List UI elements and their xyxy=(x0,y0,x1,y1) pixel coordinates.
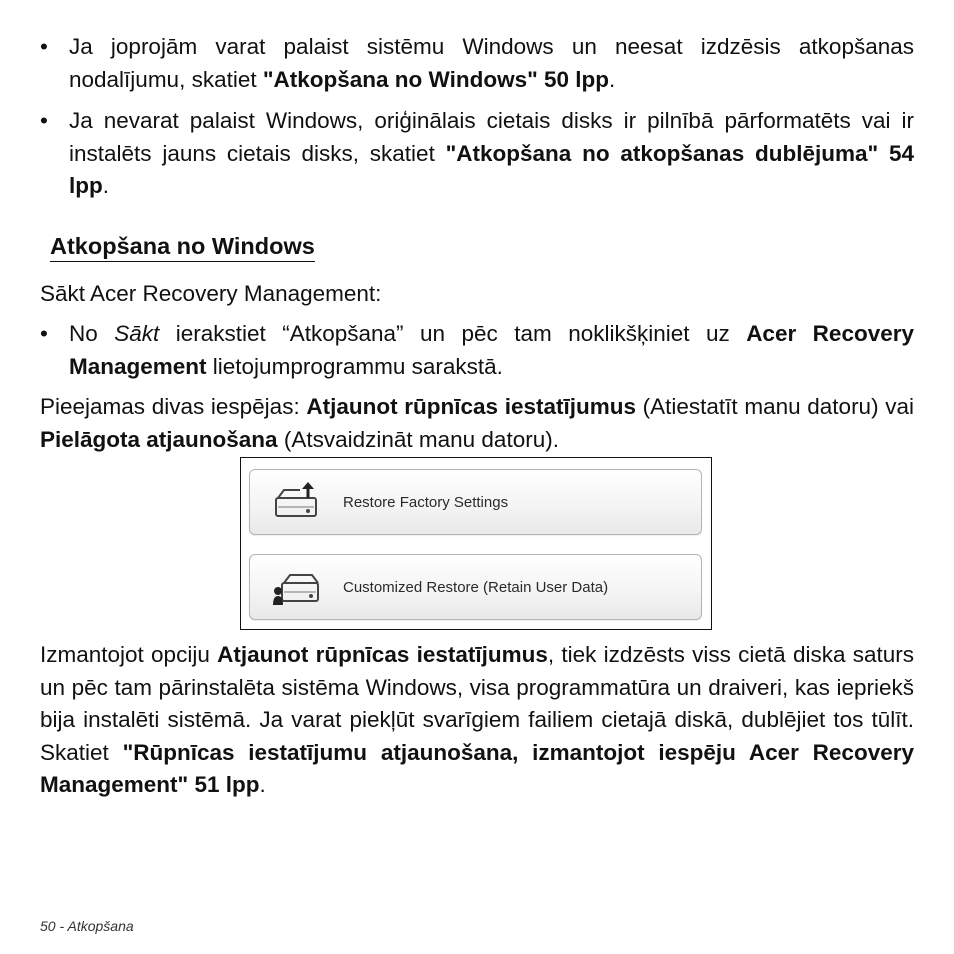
bullet-dot: • xyxy=(40,34,48,59)
restore-factory-settings-button[interactable] xyxy=(249,469,702,535)
cross-reference: "Atkopšana no Windows" 50 lpp xyxy=(262,66,610,92)
bullet-list-top xyxy=(40,31,914,203)
closing-paragraph-block xyxy=(40,639,914,802)
bullet-dot: • xyxy=(40,108,48,133)
intro-text: Sākt Acer Recovery Management: xyxy=(40,280,382,306)
customized-restore-button[interactable] xyxy=(249,554,702,620)
cross-reference: "Atkopšana no atkopšanas dublējuma" 54 lpp xyxy=(69,140,914,198)
closing-paragraph: Izmantojot opciju Atjaunot rūpnīcas iestatījumus, tiek izdzēsts viss cietā diska saturs un pēc tam pārinstalēta sistēma Windows, visa programmatūra un draiveri, kas iepriekš bija instalēti sistēmā. Ja varat piekļūt svarīgiem failiem cietajā diskā, dublējiet tos tūlīt. Skatiet "Rūpnīcas iestatījumu atjaunošana, izmantojot iespēju Acer Recovery Management" 51 lpp. xyxy=(40,642,914,797)
drive-user-icon xyxy=(272,565,320,609)
recovery-options-screenshot xyxy=(240,457,712,630)
document-body xyxy=(40,31,914,456)
list-item: • No Sākt ierakstiet “Atkopšana” un pēc tam noklikšķiniet uz Acer Recovery Management lietojumprogrammu sarakstā. xyxy=(40,318,914,383)
bullet-dot: • xyxy=(40,321,48,346)
page-footer: 50 - Atkopšana xyxy=(40,918,134,934)
bullet-list-mid xyxy=(40,318,914,383)
drive-upload-icon xyxy=(272,480,320,524)
section-heading: Atkopšana no Windows xyxy=(50,231,315,262)
options-paragraph: Pieejamas divas iespējas: Atjaunot rūpnīcas iestatījumus (Atiestatīt manu datoru) vai Pielāgota atjaunošana (Atsvaidzināt manu datoru). xyxy=(40,394,914,452)
option-label: Restore Factory Settings xyxy=(343,494,509,511)
option-label: Customized Restore (Retain User Data) xyxy=(343,579,609,596)
list-item: • Ja joprojām varat palaist sistēmu Windows un neesat izdzēsis atkopšanas nodalījumu, skatiet "Atkopšana no Windows" 50 lpp. xyxy=(40,31,914,96)
cross-reference: "Rūpnīcas iestatījumu atjaunošana, izmantojot iespēju Acer Recovery Management" 51 lpp xyxy=(40,739,914,797)
list-item: • Ja nevarat palaist Windows, oriģinālais cietais disks ir pilnībā pārformatēts vai ir instalēts jauns cietais disks, skatiet "Atkopšana no atkopšanas dublējuma" 54 lpp. xyxy=(40,105,914,203)
